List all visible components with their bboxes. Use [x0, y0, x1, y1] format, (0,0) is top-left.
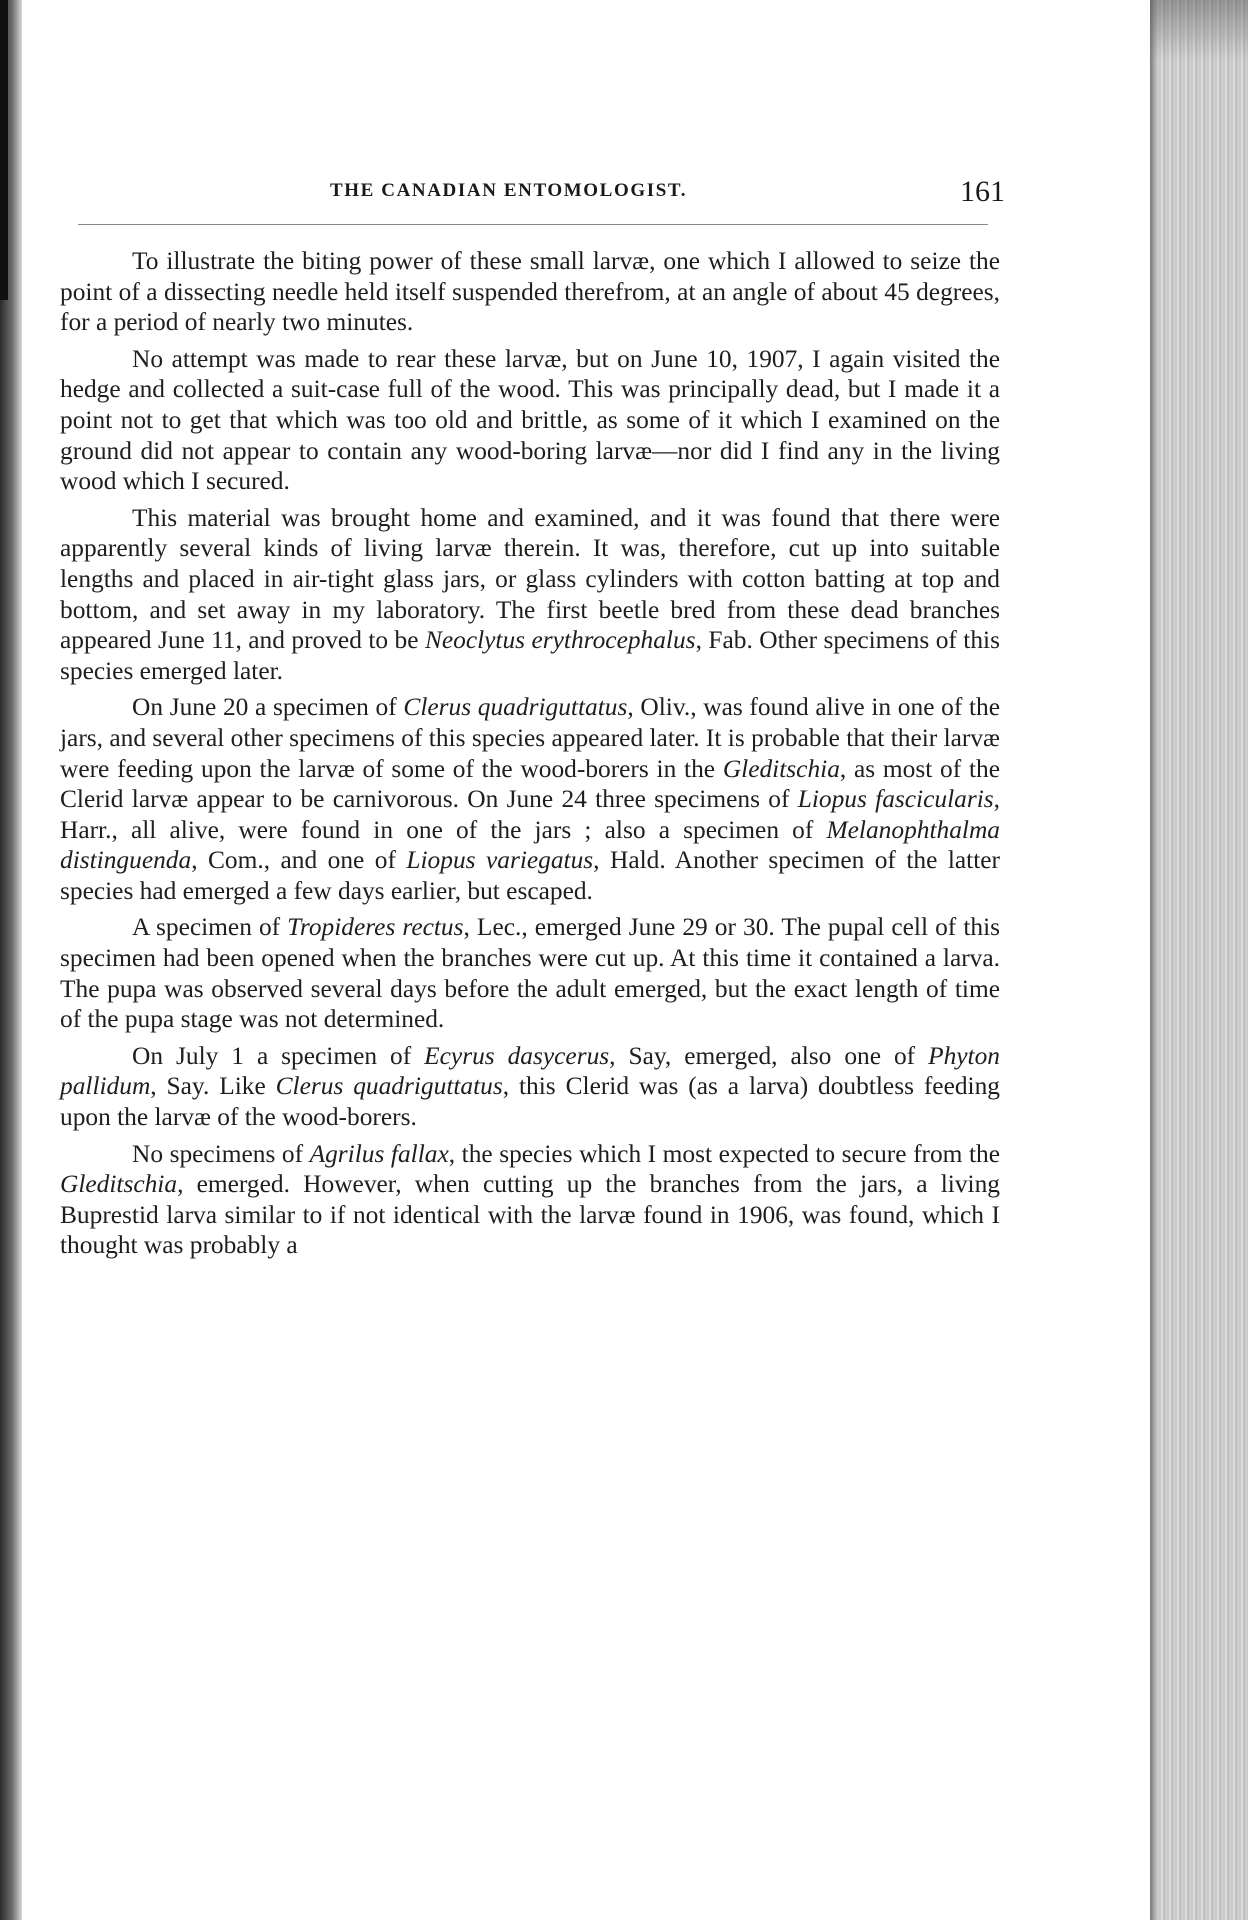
- species-name: Gleditschia: [722, 754, 840, 783]
- paragraph-text: , Oliv., was found alive in one of the jars, and several other specimens of this species appeared later. It is probable that their larvæ were feeding upon the larvæ of some of the wood-borers in the: [60, 693, 1001, 783]
- paragraph: [60, 692, 1000, 906]
- paragraph-text: , Fab. Other specimens of this species emerged later.: [60, 626, 1000, 685]
- paragraph-text: , Say. Like: [150, 1072, 276, 1101]
- species-name: Neoclytus erythrocephalus: [424, 626, 696, 655]
- paragraph: [60, 503, 1000, 687]
- paragraph-text: No specimens of: [132, 1139, 310, 1168]
- paragraph: [60, 912, 1000, 1034]
- paragraph-text: On June 20 a specimen of: [132, 693, 404, 722]
- running-head: [78, 175, 1008, 220]
- paragraph: [60, 246, 1000, 338]
- species-name: Gleditschia: [60, 1170, 178, 1199]
- paragraph-text: This material was brought home and examined, and it was found that there were apparently several kinds of living larvæ therein. It was, therefore, cut up into suitable lengths and placed in air-tight glass jars, or glass cylinders with cotton batting at top and bottom, and set away in my laboratory. The first beetle bred from these dead branches appeared June 11, and proved to be: [60, 503, 1000, 655]
- paragraph-text: To illustrate the biting power of these small larvæ, one which I allowed to seize the point of a dissecting needle held itself suspended therefrom, at an angle of about 45 degrees, for a period of nearly two minutes.: [60, 247, 1000, 337]
- page-stack-shadow: [1150, 0, 1248, 60]
- paragraph-text: , Lec., emerged June 29 or 30. The pupal cell of this specimen had been opened when the branches were cut up. At this time it contained a larva. The pupa was observed several days before the adult emerged, but the exact length of time of the pupa stage was not determined.: [60, 913, 1001, 1034]
- article-body: [60, 246, 1000, 1267]
- paragraph-text: , emerged. However, when cutting up the branches from the jars, a living Buprestid larva similar to if not identical with the larvæ found in 1906, was found, which I thought was probably a: [60, 1170, 1000, 1260]
- species-name: Tropideres rectus: [287, 913, 464, 942]
- paragraph: [60, 344, 1000, 497]
- paragraph: [60, 1139, 1000, 1261]
- species-name: Phyton pallidum: [60, 1041, 1000, 1101]
- paragraph-text: A specimen of: [132, 913, 288, 942]
- species-name: Clerus quadriguttatus: [403, 693, 628, 722]
- page-stack-edge: [1150, 0, 1248, 1920]
- paragraph-text: , Harr., all alive, were found in one of the jars ; also a specimen of: [60, 785, 1000, 844]
- species-name: Liopus fascicularis: [797, 785, 994, 814]
- species-name: Ecyrus dasycerus: [424, 1041, 610, 1070]
- paragraph-text: , Say, emerged, also one of: [609, 1041, 929, 1070]
- paragraph-text: , Com., and one of: [191, 846, 407, 875]
- page-number: 161: [960, 175, 1005, 208]
- paragraph-text: , as most of the Clerid larvæ appear to be carnivorous. On June 24 three specimens of: [60, 754, 1000, 814]
- paragraph-text: No attempt was made to rear these larvæ, but on June 10, 1907, I again visited the hedge and collected a suit-case full of the wood. This was principally dead, but I made it a point not to get that which was too old and brittle, as some of it which I examined on the ground did not appear to contain any wood-boring larvæ—nor did I find any in the living wood which I secured.: [60, 344, 1000, 496]
- gutter-dark-strip: [0, 0, 8, 300]
- species-name: Agrilus fallax: [309, 1139, 449, 1168]
- paragraph-text: , Hald. Another specimen of the latter species had emerged a few days earlier, but escaped.: [60, 846, 1000, 905]
- species-name: Liopus variegatus: [406, 846, 594, 875]
- paragraph-text: On July 1 a specimen of: [132, 1041, 425, 1070]
- paragraph: [60, 1041, 1000, 1133]
- journal-title: THE CANADIAN ENTOMOLOGIST.: [330, 180, 688, 201]
- species-name: Clerus quadriguttatus: [275, 1072, 503, 1101]
- paragraph-text: , the species which I most expected to secure from the: [448, 1139, 1000, 1168]
- paragraph-text: , this Clerid was (as a larva) doubtless feeding upon the larvæ of the wood-borers.: [60, 1072, 1000, 1132]
- header-rule: [78, 224, 988, 225]
- species-name: Melanophthalma distinguenda: [60, 815, 1000, 875]
